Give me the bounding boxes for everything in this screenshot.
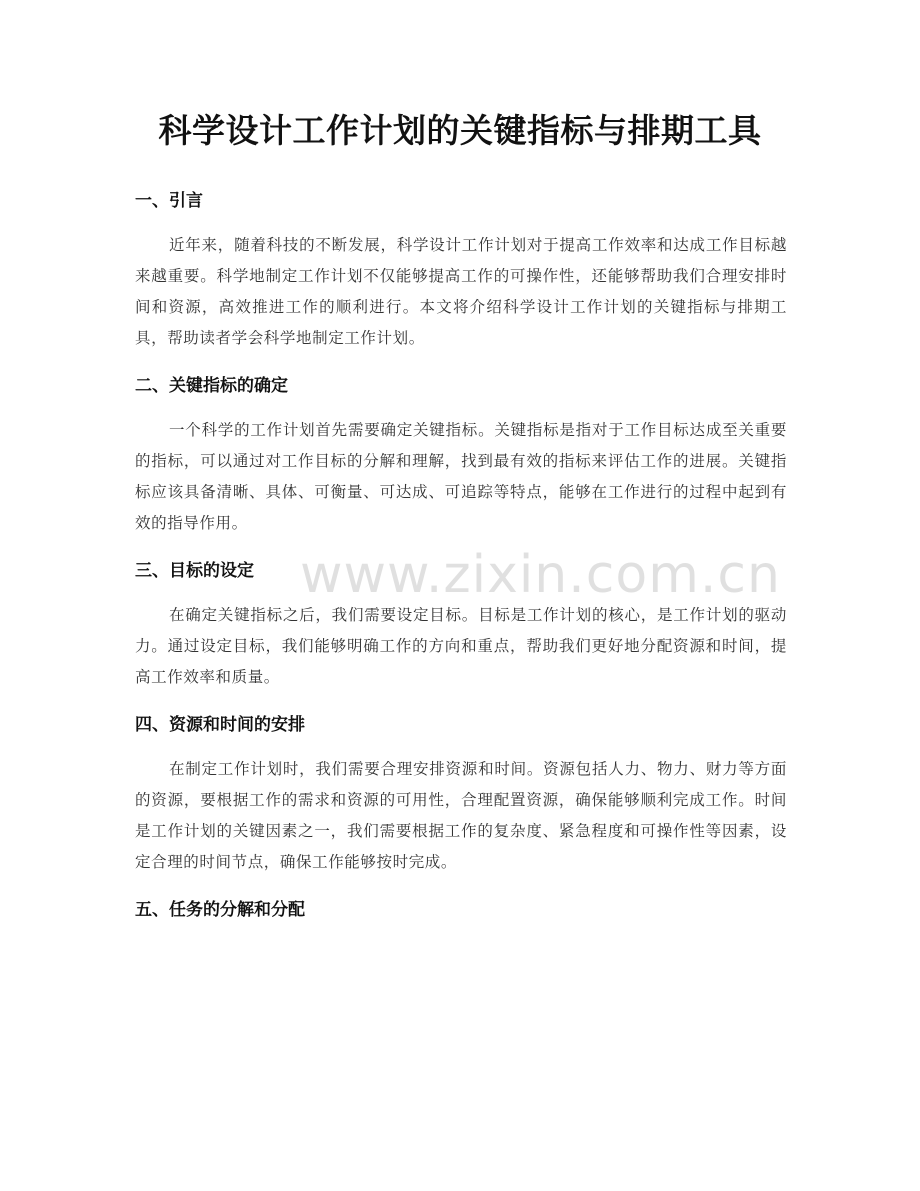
section-heading: 五、任务的分解和分配 — [135, 900, 305, 920]
section-paragraph: 在制定工作计划时，我们需要合理安排资源和时间。资源包括人力、物力、财力等方面的资源，要根据工作的需求和资源的可用性，合理配置资源，确保能够顺利完成工作。时间是工作计划的关键因素之一，我们需要根据工作的复杂度、紧急程度和可操作性等因素，设定合理的时间节点，确保工作能够按时完成。 — [135, 760, 787, 871]
section-paragraph: 一个科学的工作计划首先需要确定关键指标。关键指标是指对于工作目标达成至关重要的指标，可以通过对工作目标的分解和理解，找到最有效的指标来评估工作的进展。关键指标应该具备清晰、具体、可衡量、可达成、可追踪等特点，能够在工作进行的过程中起到有效的指导作用。 — [135, 421, 787, 532]
section-heading: 一、引言 — [135, 191, 203, 211]
section-resources-time — [135, 710, 787, 878]
section-heading: 二、关键指标的确定 — [135, 376, 288, 396]
section-key-indicators — [135, 371, 787, 539]
document-body — [135, 186, 787, 925]
watermark: www.zixin.com.cn — [300, 545, 781, 605]
section-paragraph: 近年来，随着科技的不断发展，科学设计工作计划对于提高工作效率和达成工作目标越来越重要。科学地制定工作计划不仅能够提高工作的可操作性，还能够帮助我们合理安排时间和资源，高效推进工作的顺利进行。本文将介绍科学设计工作计划的关键指标与排期工具，帮助读者学会科学地制定工作计划。 — [135, 236, 787, 347]
section-heading: 四、资源和时间的安排 — [135, 715, 305, 735]
section-introduction — [135, 186, 787, 354]
section-goal-setting — [135, 556, 787, 693]
section-paragraph: 在确定关键指标之后，我们需要设定目标。目标是工作计划的核心，是工作计划的驱动力。通过设定目标，我们能够明确工作的方向和重点，帮助我们更好地分配资源和时间，提高工作效率和质量。 — [135, 606, 787, 686]
section-heading: 三、目标的设定 — [135, 561, 254, 581]
section-task-breakdown — [135, 895, 787, 925]
document-title: 科学设计工作计划的关键指标与排期工具 — [158, 111, 762, 150]
